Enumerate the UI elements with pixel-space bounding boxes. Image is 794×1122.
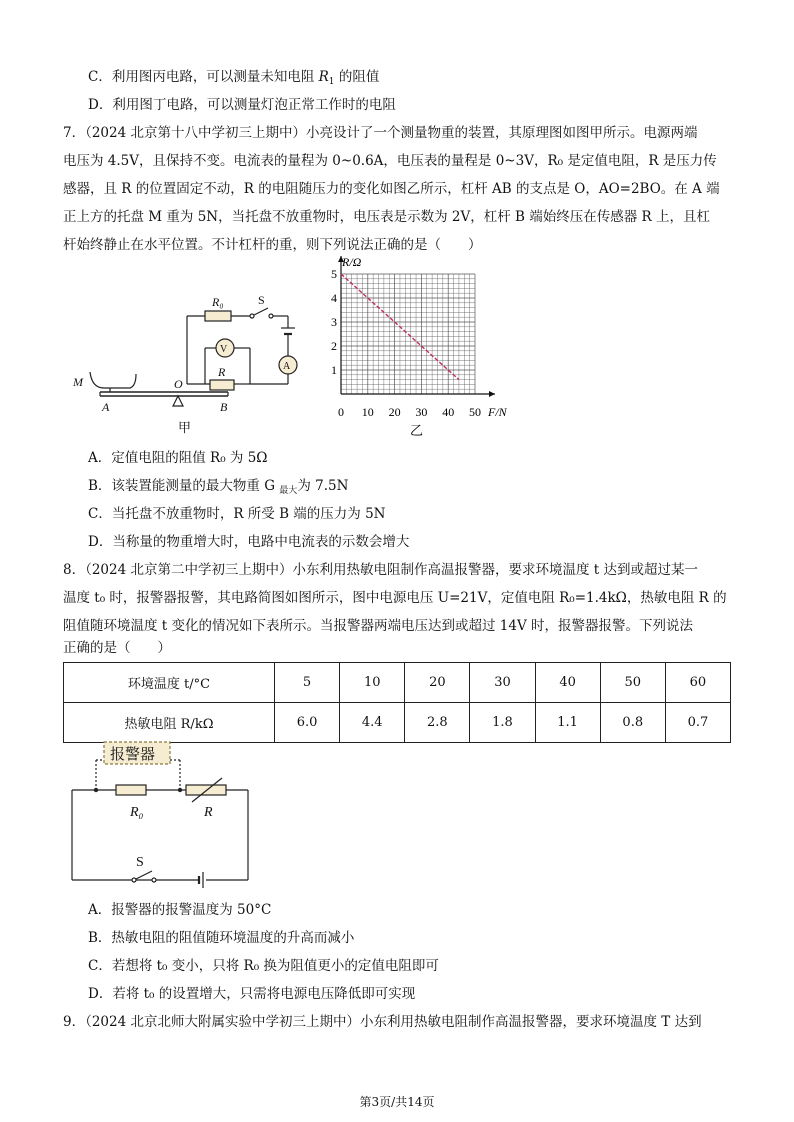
jia-label-o: O — [174, 377, 183, 391]
q8-option-a: A．报警器的报警温度为 50°C — [88, 902, 272, 918]
q8-circuit — [68, 738, 268, 888]
chart-ylabel: R/Ω — [342, 255, 362, 269]
q9-line-1: 9．（2024 北京北师大附属实验中学初三上期中）小东利用热敏电阻制作高温报警器，要求环境温度 T 达到 — [63, 1014, 702, 1030]
y-tick-label: 4 — [331, 291, 337, 305]
table-cell: 4.4 — [340, 703, 405, 743]
jia-label-b: B — [220, 400, 228, 414]
x-tick-label: 10 — [361, 405, 374, 419]
table-cell: 30 — [470, 663, 535, 703]
table-cell: 1.1 — [535, 703, 600, 743]
q7-line-2: 电压为 4.5V，且保持不变。电流表的量程为 0~0.6A，电压表的量程是 0~3V，R₀ 是定值电阻，R 是压力传 — [63, 153, 717, 169]
prev-option-d: D．利用图丁电路，可以测量灯泡正常工作时的电阻 — [88, 97, 396, 113]
q8-line-4: 正确的是（ ） — [63, 640, 171, 656]
chart-title: 乙 — [410, 423, 424, 438]
table-cell: 0.7 — [665, 703, 730, 743]
table-cell: 5 — [275, 663, 340, 703]
q7-option-d: D．当称量的物重增大时，电路中电流表的示数会增大 — [88, 534, 410, 550]
table-cell: 10 — [340, 663, 405, 703]
prev-option-c-var: R — [318, 69, 329, 85]
q8-option-d: D．若将 t₀ 的设置增大，只需将电源电压降低即可实现 — [88, 986, 416, 1002]
table-cell: 20 — [405, 663, 470, 703]
q8-option-c: C．若想将 t₀ 变小，只将 R₀ 换为阻值更小的定值电阻即可 — [88, 958, 439, 974]
q7-option-b — [88, 474, 348, 496]
jia-label-s: S — [258, 293, 265, 307]
y-tick-label: 2 — [331, 339, 337, 353]
chart-xlabel: F/N — [488, 405, 507, 419]
table-header-resistance: 热敏电阻 R/kΩ — [64, 703, 275, 743]
chart-ticks — [331, 267, 481, 419]
jia-voltmeter-label: V — [220, 344, 228, 355]
q8-line-1: 8．（2024 北京第二中学初三上期中）小东利用热敏电阻制作高温报警器，要求环境温度 t 达到或超过某一 — [63, 562, 698, 578]
table-row — [64, 663, 731, 703]
q7-option-c: C．当托盘不放重物时，R 所受 B 端的压力为 5N — [88, 506, 386, 522]
q7-option-b-text: B．该装置能测量的最大物重 G — [88, 478, 280, 494]
q7-line-3: 感器，且 R 的位置固定不动，R 的电阻随压力的变化如图乙所示，杠杆 AB 的支点是 O，AO=2BO。在 A 端 — [63, 181, 720, 197]
figure-jia-circuit — [70, 268, 310, 448]
jia-label-r: R — [218, 365, 226, 379]
table-cell: 2.8 — [405, 703, 470, 743]
y-tick-label: 3 — [331, 315, 337, 329]
jia-label-m: M — [73, 375, 83, 389]
prev-option-c — [88, 65, 379, 87]
jia-label-a: A — [102, 400, 110, 414]
table-header-temperature: 环境温度 t/°C — [64, 663, 275, 703]
jia-label-r0: R₀ — [212, 295, 224, 309]
y-tick-label: 5 — [331, 267, 337, 281]
table-cell: 1.8 — [470, 703, 535, 743]
x-tick-label: 20 — [388, 405, 401, 419]
x-tick-label: 50 — [469, 405, 481, 419]
q7-option-b-post: 为 7.5N — [297, 478, 349, 494]
q8-label-r: R — [204, 805, 213, 820]
q8-option-b: B．热敏电阻的阻值随环境温度的升高而减小 — [88, 930, 355, 946]
q8-table — [63, 662, 731, 743]
q7-line-1: 7．（2024 北京第十八中学初三上期中）小亮设计了一个测量物重的装置，其原理图如图甲所示。电源两端 — [63, 125, 698, 141]
q7-option-b-sub: 最大 — [279, 486, 298, 496]
q7-option-a: A．定值电阻的阻值 R₀ 为 5Ω — [88, 450, 268, 466]
q8-line-2: 温度 t₀ 时，报警器报警，其电路简图如图所示，图中电源电压 U=21V，定值电阻 R₀=1.4kΩ，热敏电阻 R 的 — [63, 590, 727, 606]
table-cell: 0.8 — [600, 703, 665, 743]
x-tick-label: 40 — [442, 405, 455, 419]
jia-caption: 甲 — [178, 420, 192, 435]
q8-label-s: S — [136, 855, 144, 870]
q7-line-4: 正上方的托盘 M 重为 5N，当托盘不放重物时，电压表是示数为 2V，杠杆 B 端始终压在传感器 R 上，且杠 — [63, 209, 710, 225]
table-cell: 6.0 — [275, 703, 340, 743]
q7-line-5: 杆始终静止在水平位置。不计杠杆的重，则下列说法正确的是（ ） — [63, 237, 482, 253]
x-axis-arrow — [489, 391, 495, 397]
jia-ammeter-label: A — [283, 361, 291, 372]
x-tick-label: 0 — [338, 405, 344, 419]
table-cell: 50 — [600, 663, 665, 703]
table-row — [64, 703, 731, 743]
q8-line-3: 阻值随环境温度 t 变化的情况如下表所示。当报警器两端电压达到或超过 14V 时，报警器报警。下列说法 — [63, 618, 694, 634]
prev-option-c-post: 的阻值 — [334, 69, 380, 85]
page-footer: 第3页/共14页 — [359, 1095, 435, 1109]
alarm-label: 报警器 — [110, 747, 156, 763]
figure-yi-chart — [325, 252, 525, 437]
y-tick-label: 1 — [331, 363, 337, 377]
table-cell: 60 — [665, 663, 730, 703]
chart-axes — [338, 256, 495, 397]
prev-option-c-text: C．利用图丙电路，可以测量未知电阻 — [88, 69, 319, 85]
q8-label-r0: R₀ — [130, 805, 144, 820]
x-tick-label: 30 — [415, 405, 428, 419]
table-cell: 40 — [535, 663, 600, 703]
prev-option-c-sub: 1 — [328, 77, 335, 87]
